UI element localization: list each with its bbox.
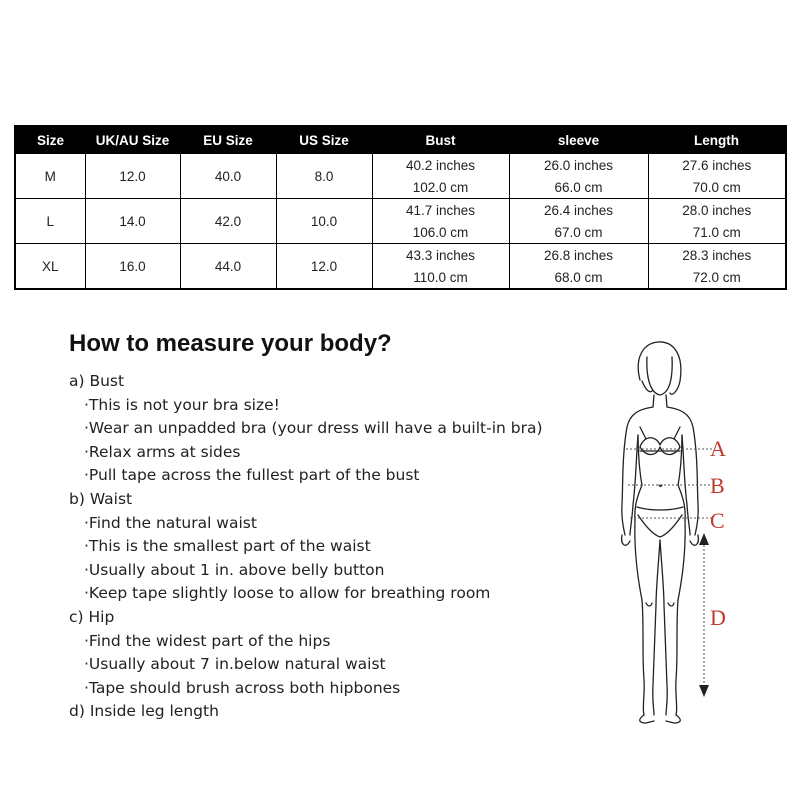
eu-cell: 42.0 <box>180 199 276 244</box>
guide-heading-waist: b) Waist <box>69 489 133 508</box>
bust-inches-cell: 41.7 inches <box>372 199 509 222</box>
uk-au-cell: 14.0 <box>85 199 180 244</box>
us-cell: 8.0 <box>276 154 372 199</box>
header-sleeve: sleeve <box>509 126 648 154</box>
length-cm-cell: 70.0 cm <box>648 176 786 199</box>
guide-item: ·Keep tape slightly loose to allow for breathing room <box>84 584 491 603</box>
sleeve-cm-cell: 67.0 cm <box>509 221 648 244</box>
table-row <box>15 199 786 222</box>
bust-cm-cell: 102.0 cm <box>372 176 509 199</box>
uk-au-cell: 12.0 <box>85 154 180 199</box>
guide-item: ·Relax arms at sides <box>84 442 241 461</box>
sleeve-inches-cell: 26.4 inches <box>509 199 648 222</box>
us-cell: 10.0 <box>276 199 372 244</box>
measurement-guide-list <box>69 370 543 724</box>
us-cell: 12.0 <box>276 244 372 290</box>
size-cell: M <box>15 154 85 199</box>
table-row <box>15 244 786 267</box>
guide-item: ·Find the natural waist <box>84 513 257 532</box>
label-a: A <box>710 436 726 461</box>
guide-item: ·Find the widest part of the hips <box>84 631 331 650</box>
header-us-size: US Size <box>276 126 372 154</box>
label-c: C <box>710 508 725 533</box>
length-cm-cell: 72.0 cm <box>648 266 786 289</box>
table-header-row <box>15 126 786 154</box>
header-size: Size <box>15 126 85 154</box>
guide-item: ·Usually about 1 in. above belly button <box>84 560 385 579</box>
sleeve-cm-cell: 68.0 cm <box>509 266 648 289</box>
guide-heading-bust: a) Bust <box>69 372 125 390</box>
bust-inches-cell: 40.2 inches <box>372 154 509 177</box>
length-cm-cell: 71.0 cm <box>648 221 786 244</box>
sleeve-inches-cell: 26.0 inches <box>509 154 648 177</box>
bust-cm-cell: 110.0 cm <box>372 266 509 289</box>
sleeve-inches-cell: 26.8 inches <box>509 244 648 267</box>
uk-au-cell: 16.0 <box>85 244 180 290</box>
body-outline-icon <box>622 342 699 723</box>
sleeve-cm-cell: 66.0 cm <box>509 176 648 199</box>
guide-item: ·This is the smallest part of the waist <box>84 537 371 556</box>
size-chart-table <box>14 125 787 290</box>
guide-item: ·Usually about 7 in.below natural waist <box>84 655 386 674</box>
guide-title: How to measure your body? <box>69 330 392 357</box>
guide-item: ·This is not your bra size! <box>84 395 280 414</box>
body-measurement-figure <box>600 335 750 730</box>
guide-item: ·Wear an unpadded bra (your dress will have a built-in bra) <box>84 419 543 438</box>
guide-item: ·Pull tape across the fullest part of the bust <box>84 466 420 485</box>
header-bust: Bust <box>372 126 509 154</box>
guide-heading-hip: c) Hip <box>69 607 115 626</box>
header-eu-size: EU Size <box>180 126 276 154</box>
table-row <box>15 154 786 177</box>
length-inches-cell: 28.0 inches <box>648 199 786 222</box>
length-inches-cell: 28.3 inches <box>648 244 786 267</box>
length-inches-cell: 27.6 inches <box>648 154 786 177</box>
label-d: D <box>710 605 726 630</box>
eu-cell: 44.0 <box>180 244 276 290</box>
bust-cm-cell: 106.0 cm <box>372 221 509 244</box>
guide-item: ·Tape should brush across both hipbones <box>84 678 401 697</box>
eu-cell: 40.0 <box>180 154 276 199</box>
size-cell: XL <box>15 244 85 290</box>
measurement-lines <box>626 449 712 693</box>
bust-inches-cell: 43.3 inches <box>372 244 509 267</box>
size-cell: L <box>15 199 85 244</box>
header-length: Length <box>648 126 786 154</box>
guide-heading-inside-leg: d) Inside leg length <box>69 702 219 721</box>
label-b: B <box>710 473 725 498</box>
header-uk-au-size: UK/AU Size <box>85 126 180 154</box>
